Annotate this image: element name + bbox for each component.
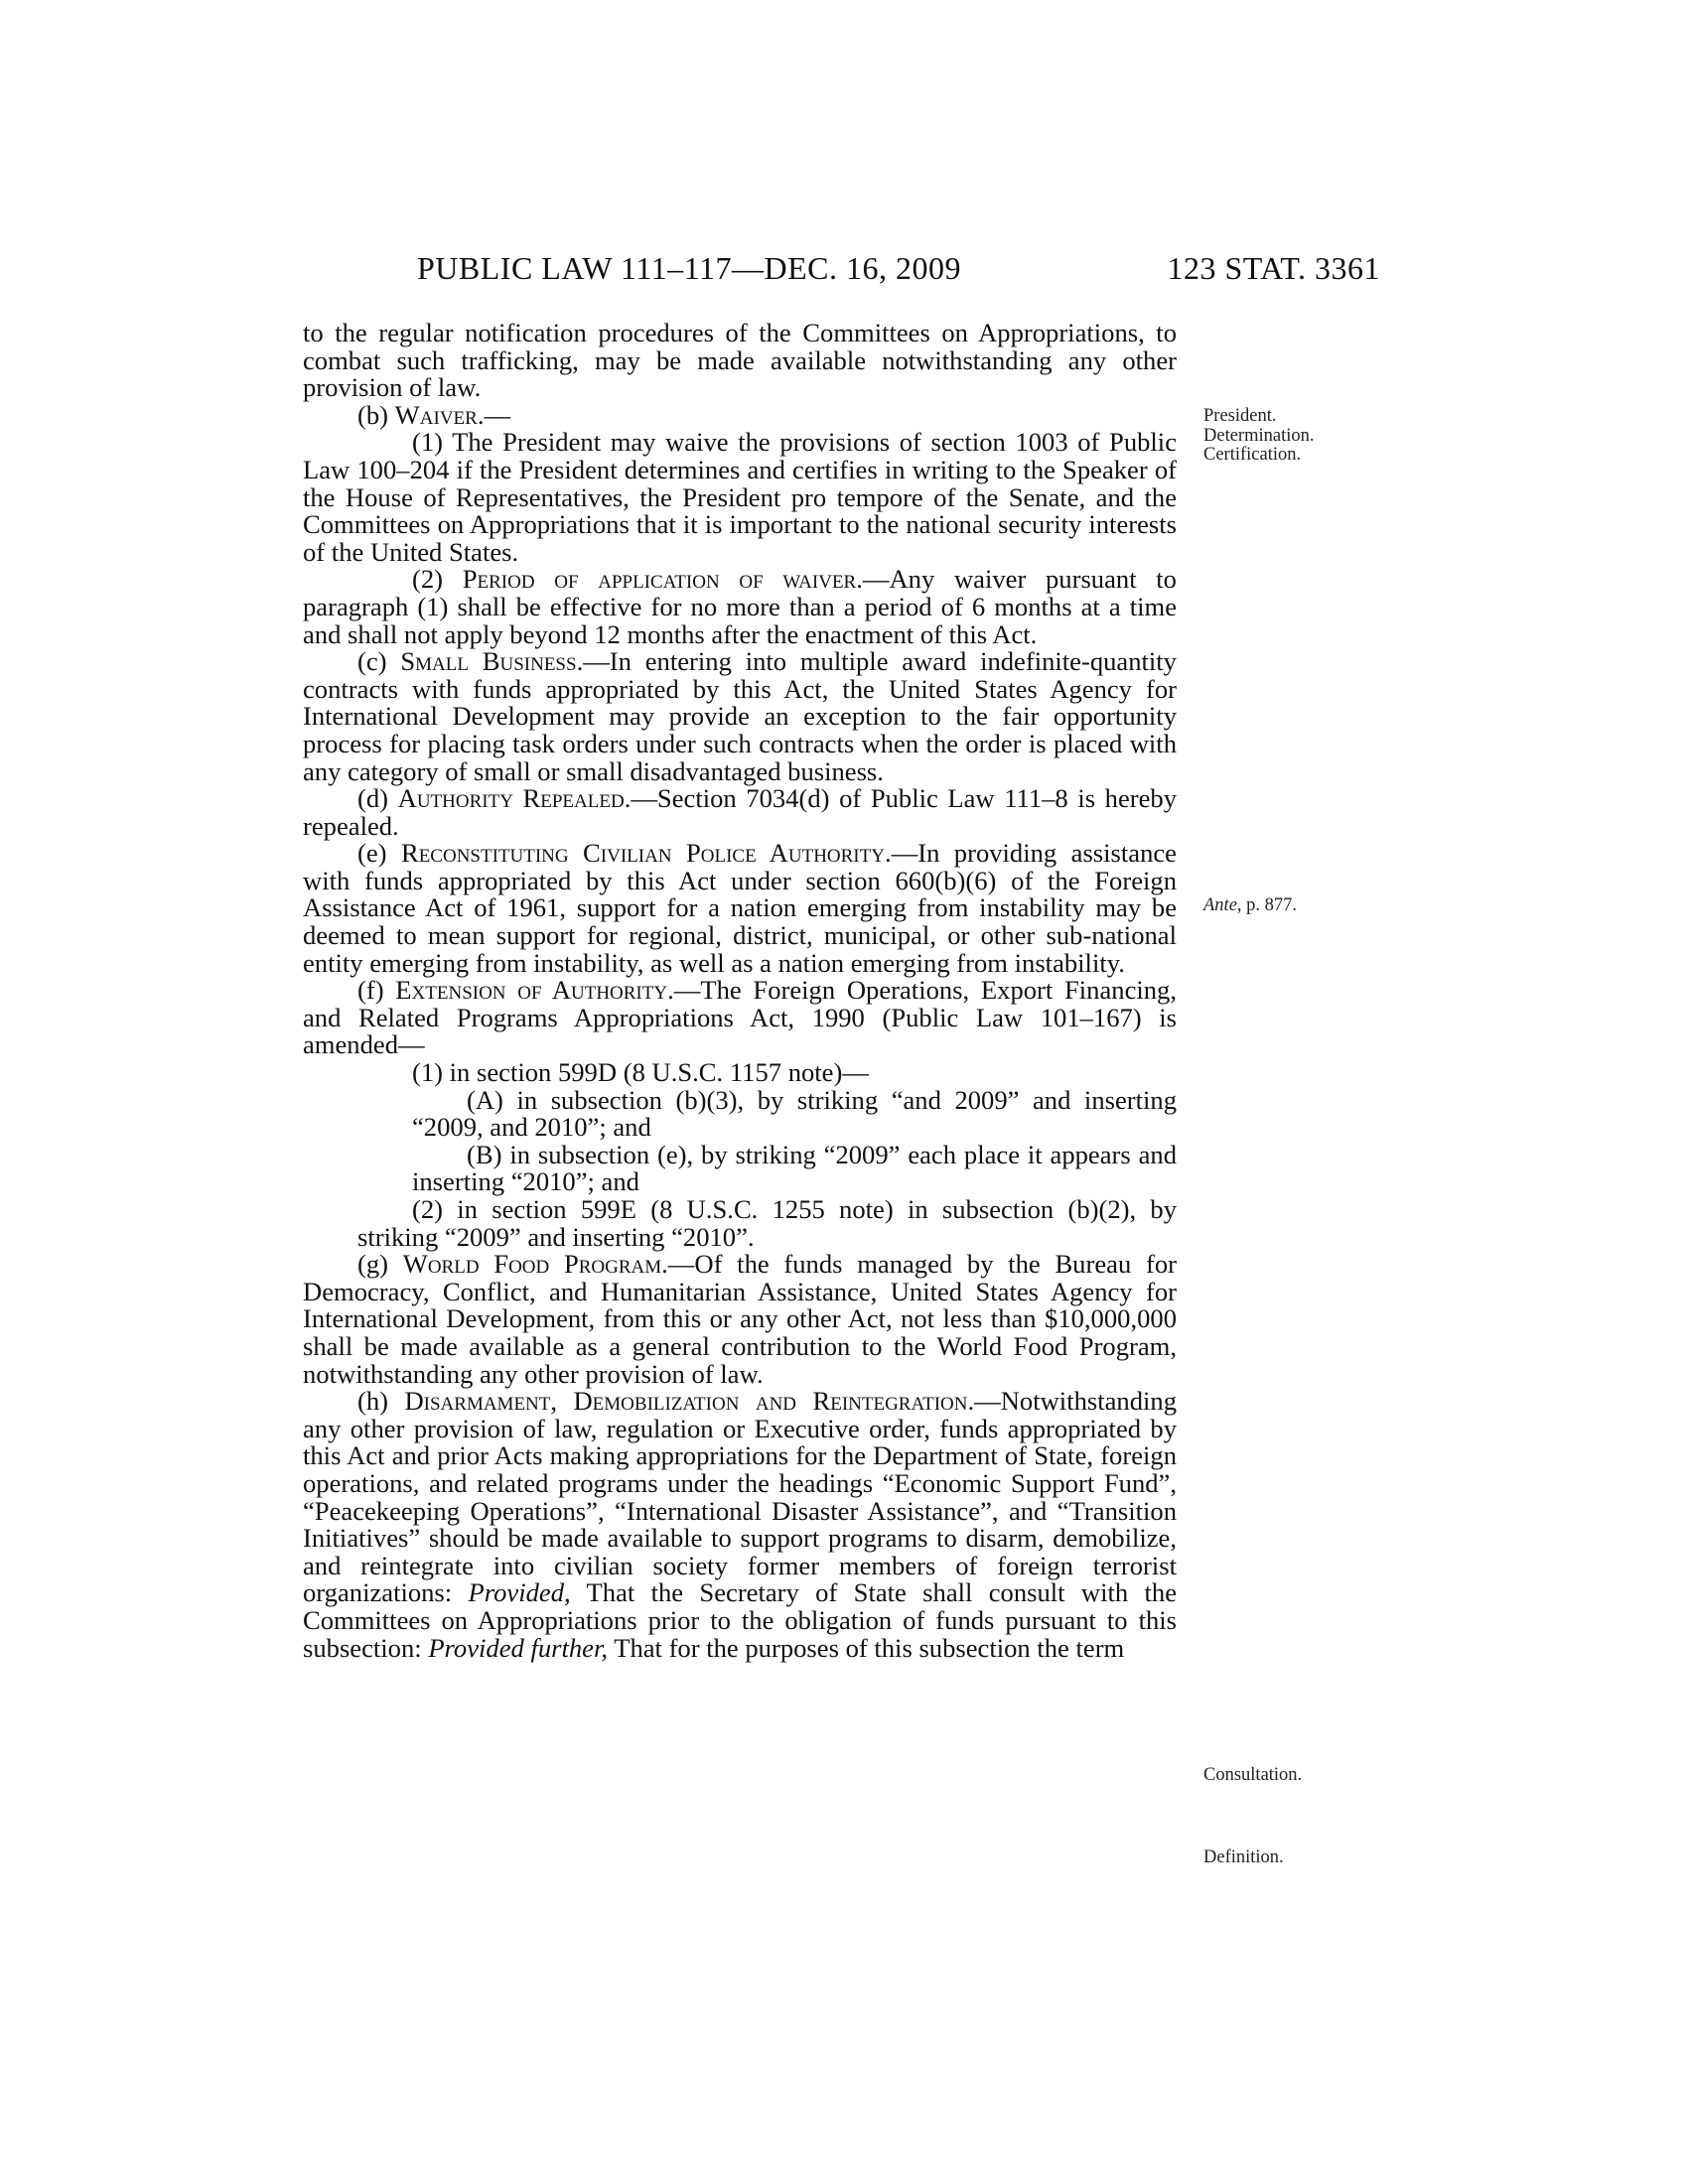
margin-note-president: President. Determination. Certification. xyxy=(1203,406,1315,465)
paragraph-f1: (1) in section 599D (8 U.S.C. 1157 note)— xyxy=(412,1057,869,1088)
proviso-further: Provided further, xyxy=(428,1632,609,1663)
subsection-heading: Authority Repealed xyxy=(397,783,625,814)
subsection-f: (f) Extension of Authority.—The Foreign Operations, Export Financing, and Related Programs Appropriations Act, 1990 (Public Law 101–167) is amended— xyxy=(303,975,1178,1060)
paragraph-f2: (2) in section 599E (8 U.S.C. 1255 note) in subsection (b)(2), by striking “2009” and inserting “2010”. xyxy=(357,1194,1177,1252)
running-head: PUBLIC LAW 111–117—DEC. 16, 2009 xyxy=(417,250,961,286)
statute-page-number: 123 STAT. 3361 xyxy=(1167,250,1380,286)
margin-note-definition: Definition. xyxy=(1203,1847,1284,1867)
margin-note-ante: Ante, p. 877. xyxy=(1203,895,1298,915)
subparagraph-fA: (A) in subsection (b)(3), by striking “and 2009” and inserting “2009, and 2010”; and xyxy=(412,1084,1177,1143)
subsection-heading: Waiver xyxy=(394,399,478,430)
subsection-heading: World Food Program xyxy=(402,1249,662,1280)
statute-text xyxy=(303,320,1177,1662)
subsection-g: (g) World Food Program.—Of the funds managed by the Bureau for Democracy, Conflict, and Humanitarian Assistance, United States Agency for International Development, from this or any other Act, not less than $10,000,000 shall be made available as a general contribution to the World Food Program, notwithstanding any other provision of law. xyxy=(303,1249,1177,1389)
subsection-h: (h) Disarmament, Demobilization and Reintegration.—Notwithstanding any other provision of law, regulation or Executive order, funds appropriated by this Act and prior Acts making appropriations for the Department of State, foreign operations, and related programs under the headings “Economic Support Fund”, “Peacekeeping Operations”, “International Disaster Assistance”, and “Transition Initiatives” should be made available to support programs to disarm, demobilize, and reintegrate into civilian society former members of foreign terrorist organizations: Provided, That the Secretary of State shall consult with the Committees on Appropriations prior to the obligation of funds pursuant to this subsection: Provided further, That for the purposes of this subsection the term xyxy=(303,1386,1177,1663)
proviso: Provided, xyxy=(468,1577,571,1608)
subsection-b: (b) Waiver.— xyxy=(357,399,511,430)
margin-note-consultation: Consultation. xyxy=(1203,1765,1303,1785)
paragraph-b2: (2) Period of application of waiver.—Any waiver pursuant to paragraph (1) shall be effective for no more than a period of 6 months at a time and shall not apply beyond 12 months after the enactment of this Act. xyxy=(303,564,1177,649)
paragraph-heading: Period of application of waiver xyxy=(462,564,857,595)
paragraph-b1: (1) The President may waive the provisions of section 1003 of Public Law 100–204 if the President determines and certifies in writing to the Speaker of the House of Representatives, the President pro tempore of the Senate, and the Committees on Appropriations that it is important to the national security interests of the United States. xyxy=(303,427,1177,567)
subsection-c: (c) Small Business.—In entering into multiple award indefinite-quantity contracts with funds appropriated by this Act, the United States Agency for International Development may provide an exception to the fair opportunity process for placing task orders under such contracts when the order is placed with any category of small or small disadvantaged business. xyxy=(303,646,1177,786)
subsection-e: (e) Reconstituting Civilian Police Authority.—In providing assistance with funds appropriated by this Act under section 660(b)(6) of the Foreign Assistance Act of 1961, support for a nation emerging from instability may be deemed to mean support for regional, district, municipal, or other sub-national entity emerging from instability, as well as a nation emerging from instability. xyxy=(303,838,1177,978)
subsection-heading: Extension of Authority xyxy=(395,975,668,1006)
page-header xyxy=(417,248,1380,288)
subsection-heading: Small Business xyxy=(400,646,577,677)
subparagraph-fB: (B) in subsection (e), by striking “2009” each place it appears and inserting “2010”; and xyxy=(412,1139,1177,1197)
subsection-heading: Reconstituting Civilian Police Authority xyxy=(400,838,885,869)
subsection-d: (d) Authority Repealed.—Section 7034(d) of Public Law 111–8 is hereby repealed. xyxy=(303,783,1178,841)
paragraph-continuation: to the regular notification procedures of the Committees on Appropriations, to combat such trafficking, may be made available notwithstanding any other provision of law. xyxy=(303,318,1177,403)
subsection-heading: Disarmament, Demobilization and Reintegration xyxy=(404,1386,968,1417)
